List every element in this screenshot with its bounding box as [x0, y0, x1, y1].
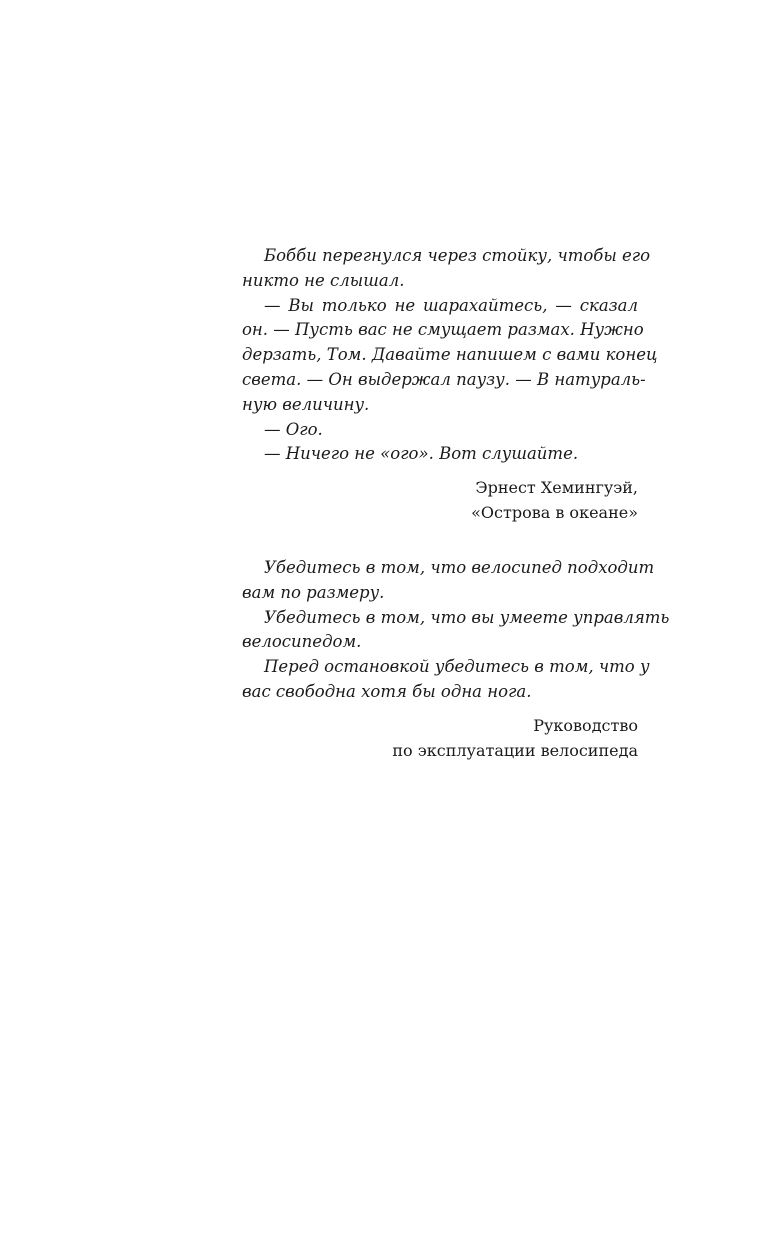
epigraph-attribution [242, 713, 638, 763]
epigraph-line: Бобби перегнулся через стойку, чтобы его [264, 246, 651, 265]
epigraph-line: — Ничего не «ого». Вот слушайте. [264, 444, 579, 464]
epigraph-line: ную величину. [242, 394, 370, 414]
epigraph-line: вас свободна хотя бы одна нога. [242, 681, 532, 701]
epigraph-line: он. — Пусть вас не смущает размах. Нужно [242, 320, 644, 340]
epigraph-line: вам по размеру. [242, 582, 385, 602]
epigraph-line: света. — Он выдержал паузу. — В натураль- [242, 369, 646, 389]
epigraph-line: Убедитесь в том, что вы умеете управлять [264, 607, 670, 627]
attribution-author: Эрнест Хемингуэй, [475, 478, 638, 498]
attribution-line: по эксплуатации велосипеда [392, 740, 638, 760]
epigraph-line: — Вы только не шарахайтесь, — сказал [264, 295, 638, 315]
attribution-line: Руководство [533, 715, 638, 735]
epigraph-line: Убедитесь в том, что велосипед подходит [264, 558, 655, 577]
epigraph-line: дерзать, Том. Давайте напишем с вами конец [242, 345, 658, 365]
attribution-source: «Острова в океане» [471, 503, 638, 523]
epigraph-line: Перед остановкой убедитесь в том, что у [264, 657, 650, 677]
epigraph-bicycle-manual [242, 556, 670, 763]
epigraph-line: никто не слышал. [242, 270, 405, 290]
epigraph-hemingway [242, 244, 658, 525]
epigraph-line: — Ого. [264, 419, 323, 439]
epigraph-attribution [242, 475, 638, 525]
epigraph-line: велосипедом. [242, 632, 362, 652]
